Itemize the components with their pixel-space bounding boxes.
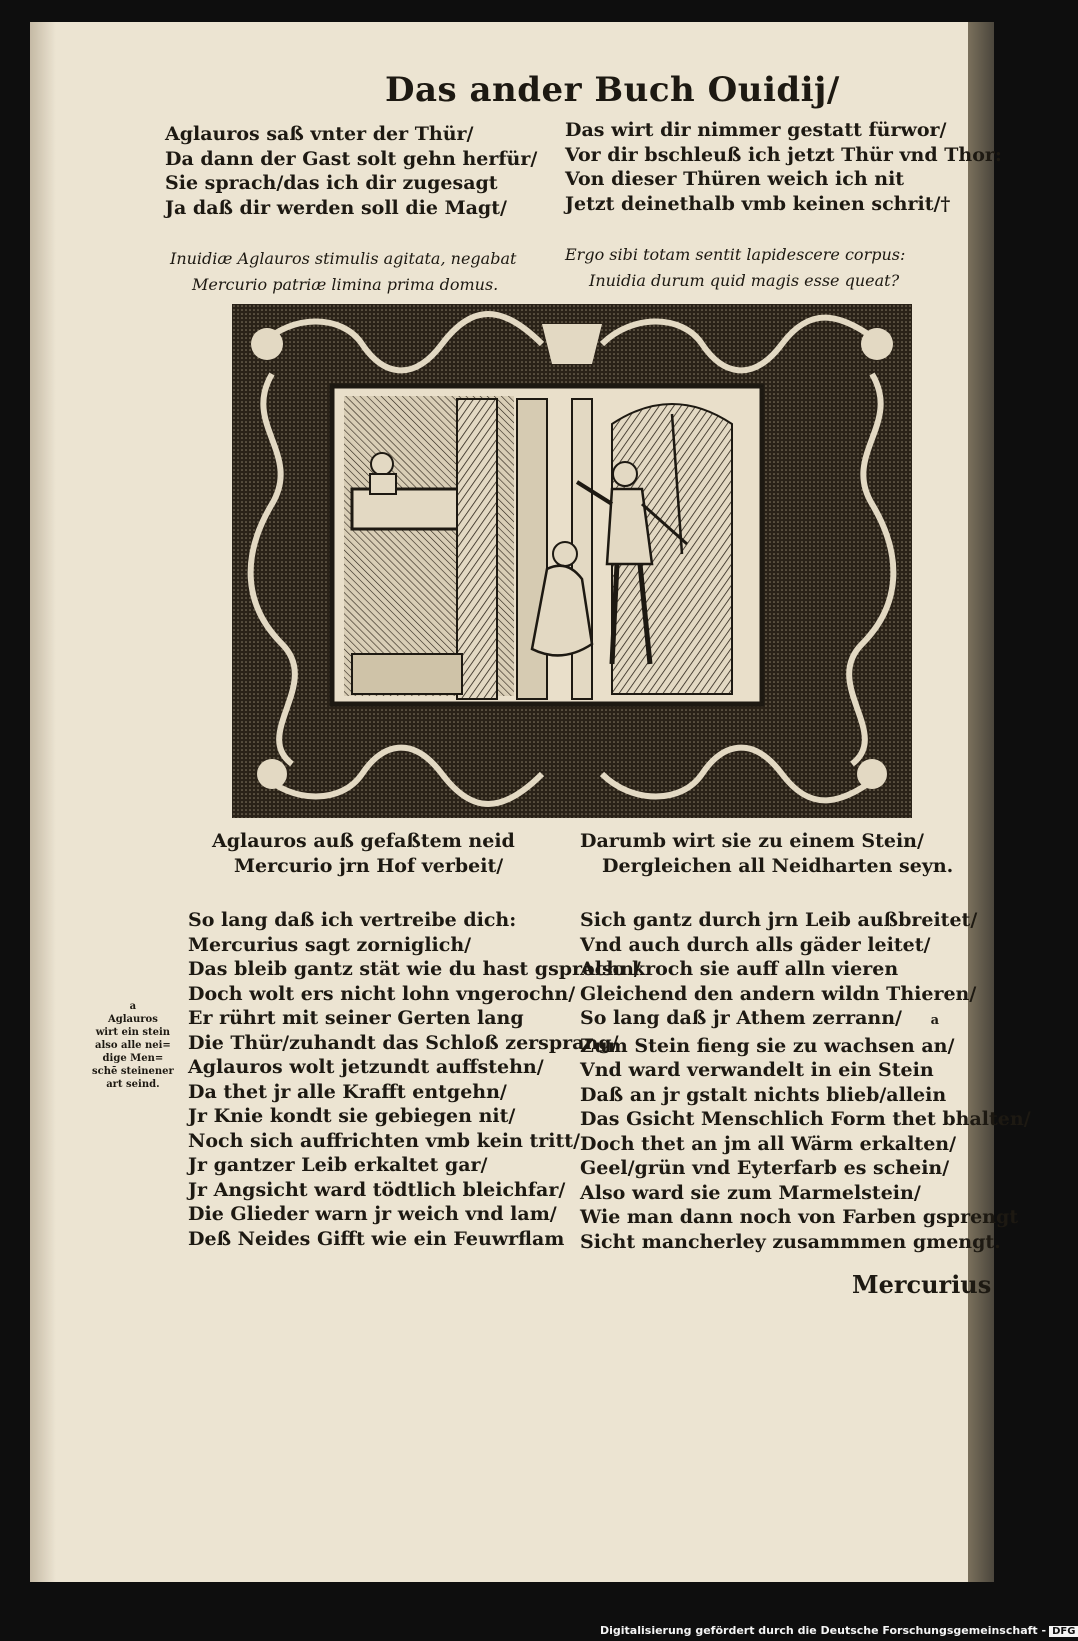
cherub-face-bottom-left [257,759,287,789]
verse-line: Ja daß dir werden soll die Magt/ [165,196,507,219]
verse-line: Jr gantzer Leib erkaltet gar/ [188,1154,488,1176]
marginal-note [92,1000,174,1091]
top-verse-right [565,118,1002,216]
verse-line: Das bleib gantz stät wie du hast gsprochn/ [188,958,641,980]
woodcut-illustration [232,304,912,818]
verse-line: Da dann der Gast solt gehn herfür/ [165,147,538,170]
verse-line: Jr Knie kondt sie gebiegen nit/ [188,1105,516,1127]
latin-left [170,246,516,298]
latin-line: Inuidia durum quid magis esse queat? [589,271,900,290]
verse-line [580,1006,1031,1034]
verse-line: Gleichend den andern wildn Thieren/ [580,982,977,1005]
latin-line: Inuidiæ Aglauros stimulis agitata, negabat [170,249,517,268]
verse-text: So lang daß jr Athem zerrann/ [580,1007,902,1029]
latin-right [565,242,905,294]
marginal-line: wirt ein stein [95,1027,171,1038]
verse-line: Doch wolt ers nicht lohn vngerochn/ [188,982,576,1005]
caption-right [580,829,953,879]
verse-line: Da thet jr alle Krafft entgehn/ [188,1080,507,1103]
verse-line: Jetzt deinethalb vmb keinen schrit/† [565,192,951,215]
cherub-face-top-right [861,328,893,360]
verse-line: Noch sich auffrichten vmb kein tritt/ [188,1129,581,1152]
marginal-line: Aglauros [107,1014,158,1025]
latin-line: Mercurio patriæ limina prima domus. [192,275,499,294]
caption-line: Dergleichen all Neidharten seyn. [602,855,954,877]
cherub-face-top-left [251,328,283,360]
mercury-figure [613,462,637,486]
footer-text: Digitalisierung gefördert durch die Deutsche Forschungsgemeinschaft - [600,1624,1047,1637]
verse-line: Jr Angsicht ward tödtlich bleichfar/ [188,1178,566,1201]
verse-line: Das wirt dir nimmer gestatt fürwor/ [565,119,947,141]
verse-line: Geel/grün vnd Eyterfarb es schein/ [580,1157,950,1179]
body-verse-right [580,908,1031,1254]
verse-line: Aglauros saß vnter der Thür/ [165,123,474,145]
verse-line: Aglauros wolt jetzundt auffstehn/ [188,1056,544,1078]
digitization-footer [600,1624,1078,1637]
verse-marker: a [930,1013,940,1028]
cherub-face-bottom-right [857,759,887,789]
marginal-line: schē steinener [92,1066,174,1077]
caption-line: Mercurio jrn Hof verbeit/ [234,855,504,877]
catchword: Mercurius [852,1270,992,1299]
verse-line: Deß Neides Gifft wie ein Feuwrflam [188,1227,565,1250]
body-verse-left [188,908,641,1251]
woman-at-window [371,453,393,475]
verse-line: Das Gsicht Menschlich Form thet bhalten/ [580,1108,1031,1130]
aglauros-figure [553,542,577,566]
caption-line: Aglauros auß gefaßtem neid [212,830,515,852]
verse-line: Vnd ward verwandelt in ein Stein [580,1059,934,1081]
marginal-marker: a [129,1001,137,1012]
verse-line: Wie man dann noch von Farben gsprengt [580,1206,1019,1228]
caption-left [212,829,515,879]
verse-line: Sicht mancherley zusammmen gmengt. [580,1230,1001,1253]
verse-line: Vnd auch durch alls gäder leitet/ [580,933,931,956]
verse-line: Also ward sie zum Marmelstein/ [580,1181,921,1204]
verse-line: Also kroch sie auff alln vieren [580,958,899,980]
marginal-line: dige Men= [102,1053,164,1064]
verse-line: Von dieser Thüren weich ich nit [565,168,905,190]
page-edge [968,22,994,1582]
verse-line: So lang daß ich vertreibe dich: [188,909,517,931]
dfg-logo: DFG [1049,1626,1078,1637]
verse-line: Sich gantz durch jrn Leib außbreitet/ [580,909,978,931]
caption-line: Darumb wirt sie zu einem Stein/ [580,830,924,852]
latin-line: Ergo sibi totam sentit lapidescere corpus: [565,245,906,264]
verse-line: Doch thet an jm all Wärm erkalten/ [580,1132,957,1155]
verse-line: Er rührt mit seiner Gerten lang [188,1007,524,1029]
verse-line: Mercurius sagt zorniglich/ [188,933,472,956]
verse-line: Zum Stein fieng sie zu wachsen an/ [580,1034,955,1057]
verse-line: Vor dir bschleuß ich jetzt Thür vnd Thor: [565,143,1002,166]
shield-ornament [542,324,602,364]
verse-line: Sie sprach/das ich dir zugesagt [165,172,498,194]
verse-line: Die Glieder warn jr weich vnd lam/ [188,1203,557,1225]
verse-line: Die Thür/zuhandt das Schloß zersprang/ [188,1031,619,1054]
marginal-line: also alle nei= [94,1040,171,1051]
top-verse-left [165,122,537,220]
marginal-line: art seind. [106,1079,160,1090]
page-title: Das ander Buch Ouidij/ [385,70,840,110]
verse-line: Daß an jr gstalt nichts blieb/allein [580,1083,947,1106]
